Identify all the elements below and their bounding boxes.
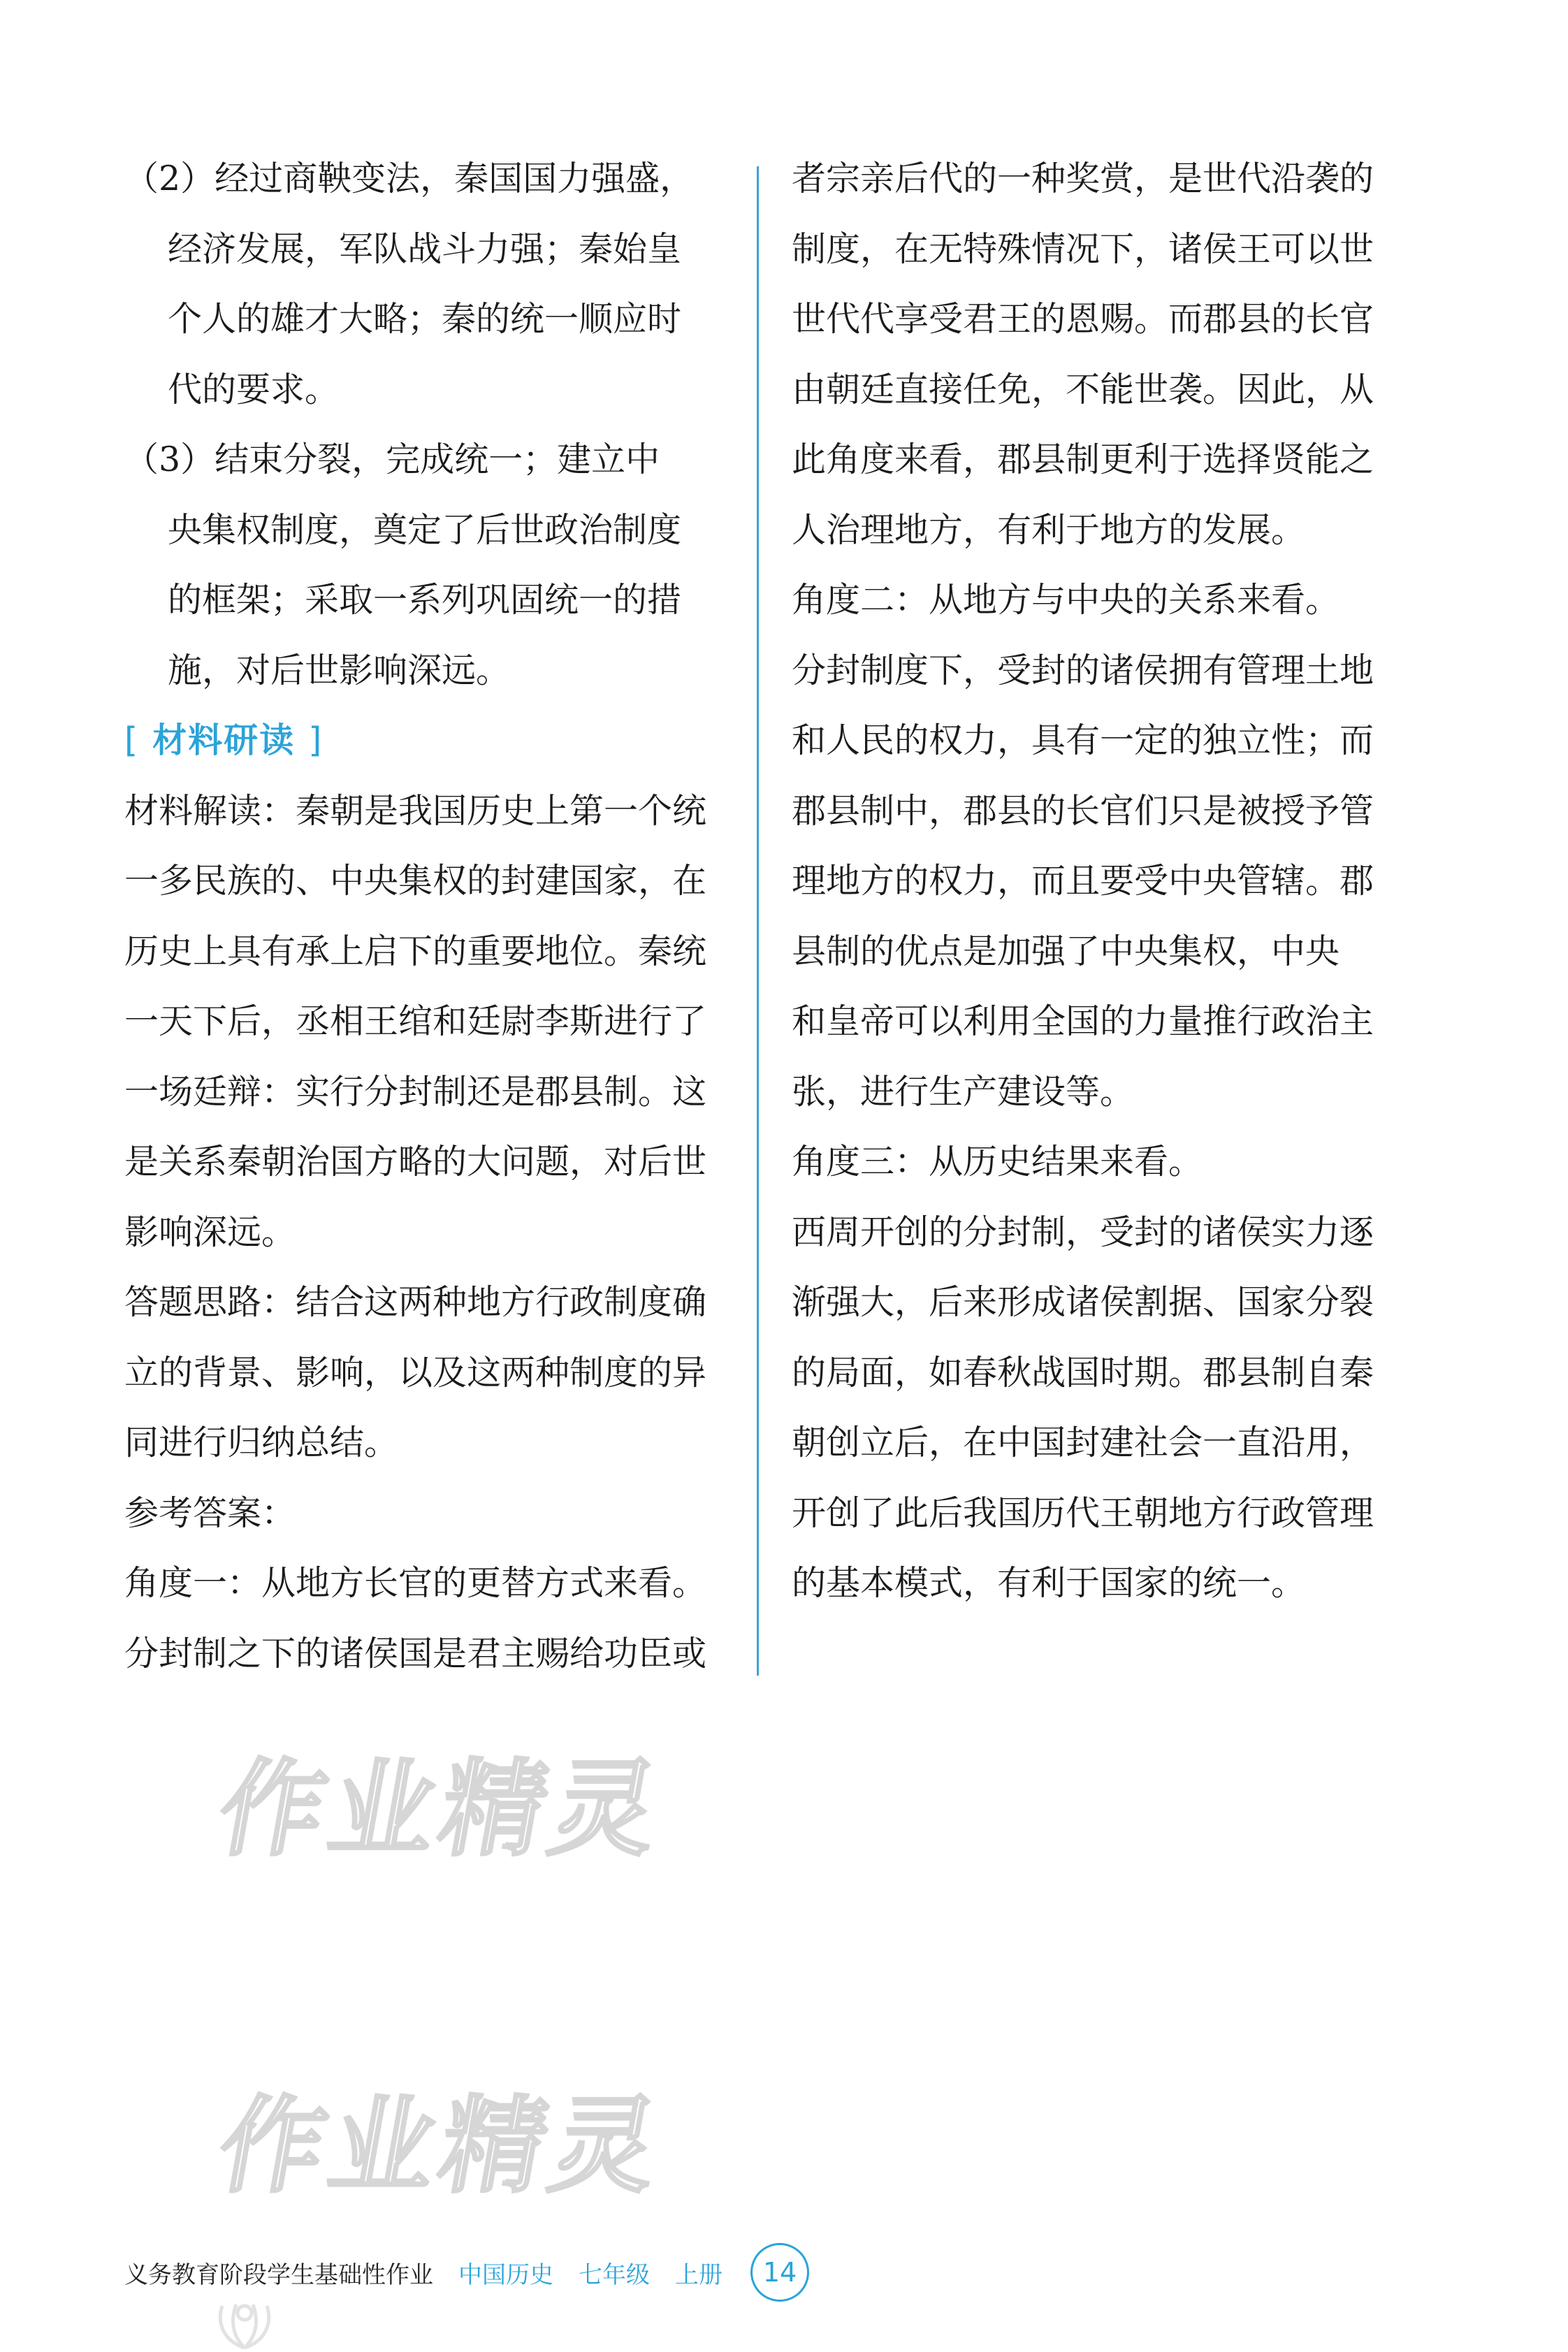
angle1-title: 角度一：从地方长官的更替方式来看。 [124,1563,707,1603]
text-line: （2）经过商鞅变法，秦国国力强盛， [124,159,695,198]
text-line: 渐强大，后来形成诸侯割据、国家分裂 [792,1282,1374,1322]
left-column [124,144,725,1689]
angle3-body [792,1198,1393,1619]
section-title-text: 材料研读 [152,720,296,760]
angle1-continued [792,144,1393,565]
angle3-title: 角度三：从历史结果来看。 [792,1142,1203,1182]
text-line: 开创了此后我国历代王朝地方行政管理 [792,1493,1374,1533]
text-line: 是关系秦朝治国方略的大问题，对后世 [124,1142,707,1182]
column-divider [757,166,759,1676]
material-interpretation [124,776,725,1268]
text-line: 者宗亲后代的一种奖赏，是世代沿袭的 [792,159,1374,198]
bracket-close: ] [308,720,324,760]
angle2-title: 角度二：从地方与中央的关系来看。 [792,580,1340,620]
publisher-logo-icon [210,2292,280,2352]
text-line: 由朝廷直接任免，不能世袭。因此，从 [792,369,1374,409]
text-line: 施，对后世影响深远。 [168,650,511,690]
text-line: 个人的雄才大略；秦的统一顺应时 [168,299,682,339]
text-line: 县制的优点是加强了中央集权，中央 [792,931,1340,971]
text-line: 理地方的权力，而且要受中央管辖。郡 [792,861,1374,901]
text-line: 朝创立后，在中国封建社会一直沿用， [792,1423,1374,1462]
text-line: 张，进行生产建设等。 [792,1071,1135,1112]
text-line: 经济发展，军队战斗力强；秦始皇 [168,228,682,269]
text-line: 的局面，如春秋战国时期。郡县制自秦 [792,1352,1374,1393]
text-line: 一天下后，丞相王绾和廷尉李斯进行了 [124,1001,707,1041]
text-line: 此角度来看，郡县制更利于选择贤能之 [792,440,1374,479]
grade: 七年级 [579,2260,650,2289]
page-number: 14 [750,2243,809,2302]
text-line: 答题思路：结合这两种地方行政制度确 [124,1282,707,1322]
text-line: 和皇帝可以利用全国的力量推行政治主 [792,1001,1374,1041]
series-name: 义务教育阶段学生基础性作业 [124,2260,433,2289]
text-line: （3）结束分裂，完成统一；建立中 [124,440,660,479]
text-line: 同进行归纳总结。 [124,1423,399,1462]
text-line: 材料解读：秦朝是我国历史上第一个统 [124,790,707,831]
text-line: 的基本模式，有利于国家的统一。 [792,1563,1306,1603]
text-line: 西周开创的分封制，受封的诸侯实力逐 [792,1212,1374,1252]
text-line: 世代代享受君王的恩赐。而郡县的长官 [792,299,1374,339]
text-line: 一场廷辩：实行分封制还是郡县制。这 [124,1071,707,1112]
answer-item-3 [124,425,725,706]
bracket-open: [ [124,720,140,760]
answer-approach [124,1268,725,1479]
watermark: 作业精灵 [210,2086,673,2207]
text-line: 代的要求。 [168,369,340,409]
text-line: 人治理地方，有利于地方的发展。 [792,509,1306,550]
answer-item-2 [124,144,725,425]
text-line: 立的背景、影响，以及这两种制度的异 [124,1352,707,1393]
angle2-body [792,636,1393,1128]
subject: 中国历史 [458,2260,553,2289]
watermark: 作业精灵 [210,1749,673,1871]
text-line: 一多民族的、中央集权的封建国家，在 [124,861,707,901]
volume: 上册 [675,2260,723,2289]
text-line: 影响深远。 [124,1212,296,1252]
answer-label: 参考答案： [124,1493,296,1533]
text-line: 制度，在无特殊情况下，诸侯王可以世 [792,228,1374,269]
text-line: 的框架；采取一系列巩固统一的措 [168,580,682,620]
text-line: 分封制度下，受封的诸侯拥有管理土地 [792,650,1374,690]
right-column [792,144,1393,1619]
text-line: 和人民的权力，具有一定的独立性；而 [792,720,1374,760]
text-line: 郡县制中，郡县的长官们只是被授予管 [792,790,1374,831]
text-line: 历史上具有承上启下的重要地位。秦统 [124,931,707,971]
text-line: 央集权制度，奠定了后世政治制度 [168,509,682,550]
section-title [124,706,725,776]
text-line: 分封制之下的诸侯国是君主赐给功臣或 [124,1633,707,1674]
